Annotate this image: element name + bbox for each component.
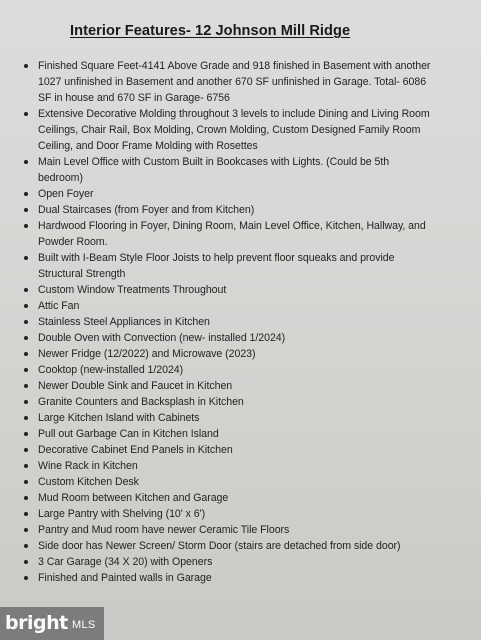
bullet-icon [24, 288, 28, 292]
bullet-icon [24, 480, 28, 484]
feature-text: Main Level Office with Custom Built in Bookcases with Lights. (Could be 5th bedroom) [38, 156, 390, 184]
feature-item [24, 570, 436, 586]
bullet-icon [24, 208, 28, 212]
feature-text: Pull out Garbage Can in Kitchen Island [38, 428, 219, 440]
bullet-icon [24, 448, 28, 452]
bullet-icon [24, 320, 28, 324]
feature-text: Side door has Newer Screen/ Storm Door (stairs are detached from side door) [38, 540, 401, 552]
bullet-icon [24, 336, 28, 340]
feature-text: Large Pantry with Shelving (10' x 6') [38, 508, 206, 520]
feature-item [24, 362, 436, 378]
feature-text: Decorative Cabinet End Panels in Kitchen [38, 444, 233, 456]
watermark-mls: MLS [72, 619, 96, 631]
bullet-icon [24, 304, 28, 308]
feature-text: Custom Window Treatments Throughout [38, 284, 227, 296]
bullet-icon [24, 384, 28, 388]
feature-text: Cooktop (new-installed 1/2024) [38, 364, 184, 376]
feature-text: Wine Rack in Kitchen [38, 460, 138, 472]
feature-text: Dual Staircases (from Foyer and from Kitchen) [38, 204, 255, 216]
bullet-icon [24, 528, 28, 532]
feature-list [24, 58, 436, 586]
bullet-icon [24, 112, 28, 116]
feature-item [24, 154, 436, 186]
bright-mls-watermark [0, 607, 104, 640]
feature-text: Double Oven with Convection (new- installed 1/2024) [38, 332, 286, 344]
bullet-icon [24, 416, 28, 420]
feature-text: Pantry and Mud room have newer Ceramic Tile Floors [38, 524, 290, 536]
feature-text: Open Foyer [38, 188, 94, 200]
document-title: Interior Features- 12 Johnson Mill Ridge [70, 23, 351, 39]
bullet-icon [24, 160, 28, 164]
feature-item [24, 426, 436, 442]
feature-item [24, 538, 436, 554]
feature-item [24, 410, 436, 426]
feature-text: Newer Double Sink and Faucet in Kitchen [38, 380, 233, 392]
feature-item [24, 490, 436, 506]
bullet-icon [24, 496, 28, 500]
feature-text: Hardwood Flooring in Foyer, Dining Room, Main Level Office, Kitchen, Hallway, and Powder Room. [38, 220, 426, 248]
bullet-icon [24, 560, 28, 564]
feature-text: Mud Room between Kitchen and Garage [38, 492, 229, 504]
feature-text: Stainless Steel Appliances in Kitchen [38, 316, 210, 328]
bullet-icon [24, 368, 28, 372]
feature-text: Finished and Painted walls in Garage [38, 572, 212, 584]
feature-item [24, 522, 436, 538]
feature-text: Granite Counters and Backsplash in Kitchen [38, 396, 244, 408]
bullet-icon [24, 544, 28, 548]
feature-text: 3 Car Garage (34 X 20) with Openers [38, 556, 213, 568]
feature-item [24, 282, 436, 298]
feature-text: Large Kitchen Island with Cabinets [38, 412, 200, 424]
bullet-icon [24, 352, 28, 356]
feature-item [24, 58, 436, 106]
watermark-brand: bright [5, 612, 68, 634]
feature-item [24, 442, 436, 458]
bullet-icon [24, 432, 28, 436]
feature-item [24, 378, 436, 394]
bullet-icon [24, 64, 28, 68]
feature-text: Attic Fan [38, 300, 80, 312]
feature-item [24, 298, 436, 314]
feature-text: Finished Square Feet-4141 Above Grade and 918 finished in Basement with another 1027 unfinished in Basement and another 670 SF unfinished in Garage. Total- 6086 SF in house and 670 SF in Garage- 6756 [38, 60, 431, 104]
bullet-icon [24, 400, 28, 404]
feature-item [24, 106, 436, 154]
feature-item [24, 186, 436, 202]
feature-item [24, 394, 436, 410]
feature-item [24, 314, 436, 330]
feature-item [24, 202, 436, 218]
bullet-icon [24, 224, 28, 228]
bullet-icon [24, 576, 28, 580]
feature-item [24, 506, 436, 522]
bullet-icon [24, 512, 28, 516]
feature-item [24, 346, 436, 362]
feature-text: Built with I-Beam Style Floor Joists to help prevent floor squeaks and provide Structural Strength [38, 252, 395, 280]
feature-text: Custom Kitchen Desk [38, 476, 139, 488]
feature-item [24, 250, 436, 282]
feature-item [24, 458, 436, 474]
feature-item [24, 474, 436, 490]
bullet-icon [24, 192, 28, 196]
feature-text: Extensive Decorative Molding throughout 3 levels to include Dining and Living Room Ceilings, Chair Rail, Box Molding, Crown Molding, Custom Designed Family Room Ceiling, and Door Frame Molding with Rosettes [38, 108, 430, 152]
feature-item [24, 218, 436, 250]
feature-text: Newer Fridge (12/2022) and Microwave (2023) [38, 348, 256, 360]
bullet-icon [24, 256, 28, 260]
feature-item [24, 330, 436, 346]
bullet-icon [24, 464, 28, 468]
feature-item [24, 554, 436, 570]
